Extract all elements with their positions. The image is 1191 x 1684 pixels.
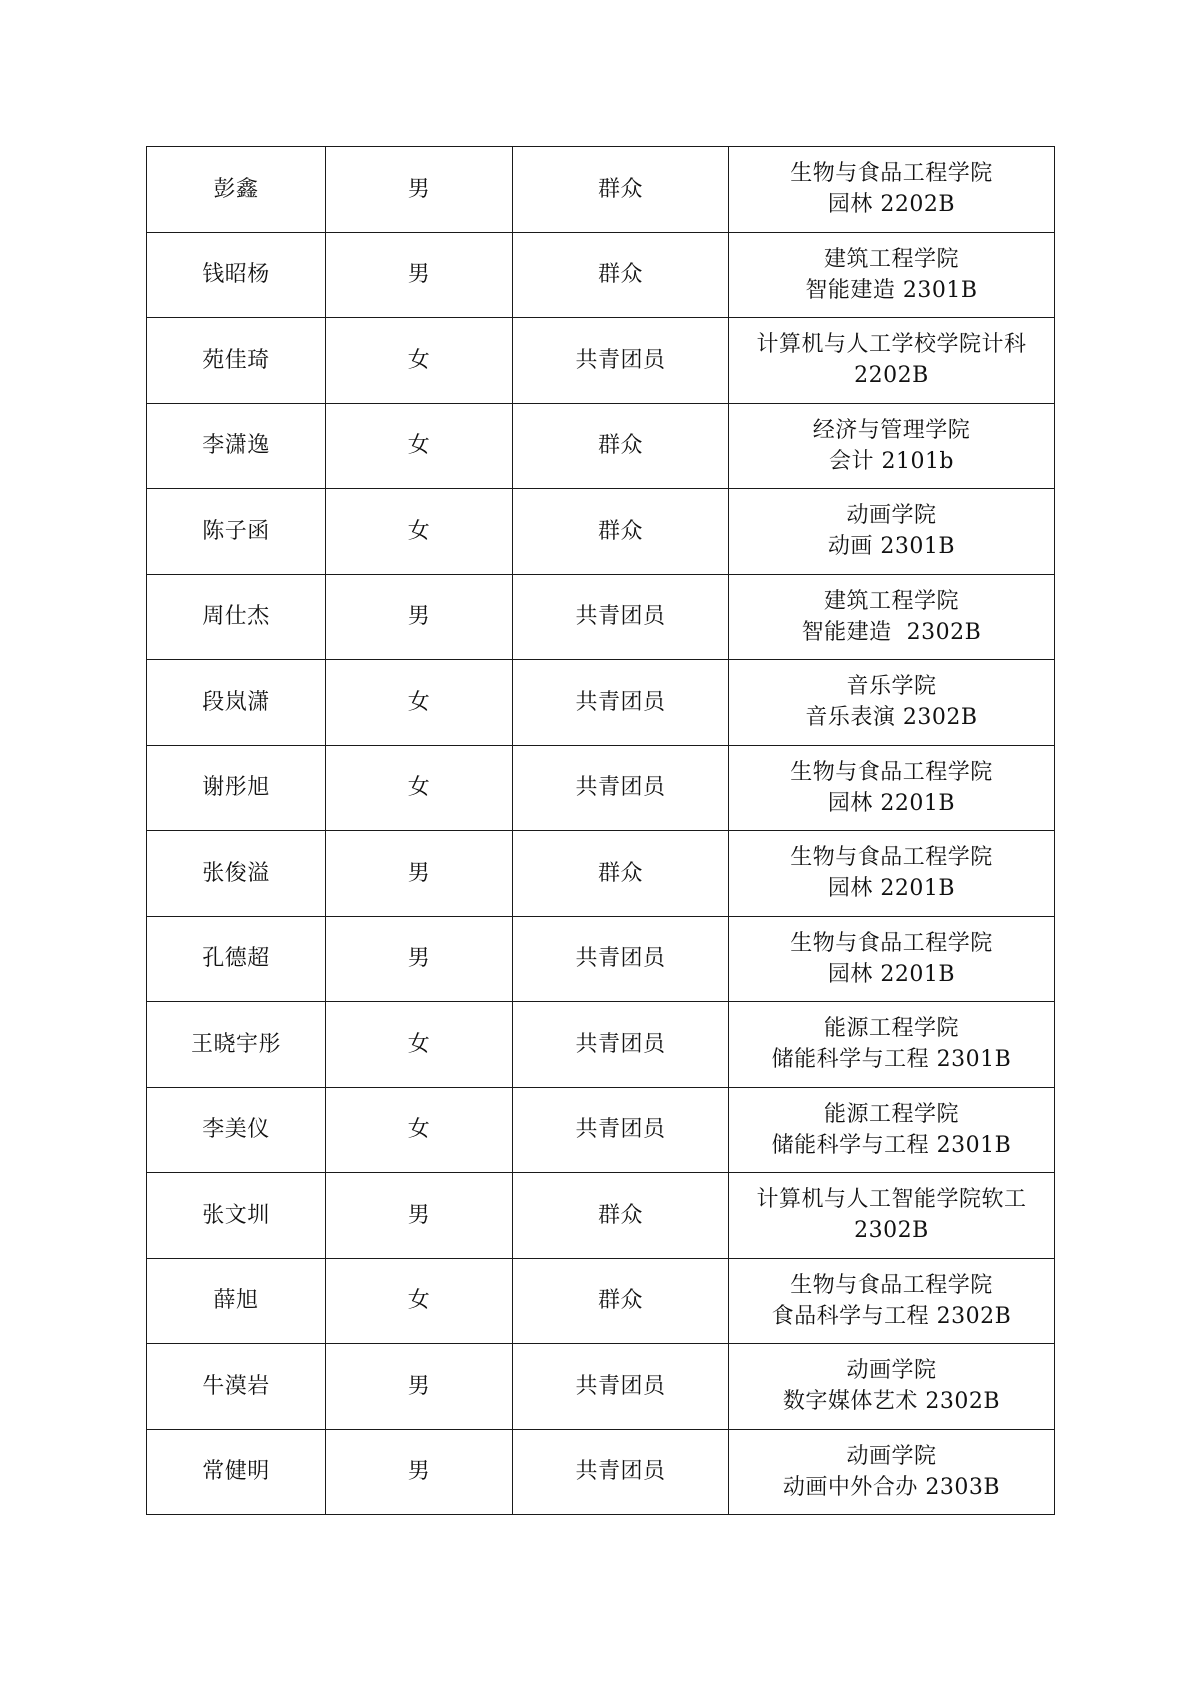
gender-cell: 男 [326, 1344, 513, 1430]
political-status-cell: 共青团员 [513, 660, 729, 746]
student-roster-table [146, 146, 1055, 1515]
table-row [147, 660, 1055, 746]
unit-cell [729, 147, 1055, 233]
name-cell: 张文圳 [147, 1173, 326, 1259]
name-cell: 李美仪 [147, 1087, 326, 1173]
unit-cell [729, 745, 1055, 831]
class-text: 园林 2201B [827, 790, 956, 816]
political-status-cell: 群众 [513, 831, 729, 917]
unit-cell [729, 403, 1055, 489]
gender-cell: 男 [326, 1429, 513, 1515]
class-text: 园林 2201B [827, 961, 956, 987]
political-status-cell: 群众 [513, 1173, 729, 1259]
unit-cell [729, 318, 1055, 404]
political-status-cell: 群众 [513, 1258, 729, 1344]
gender-cell: 女 [326, 489, 513, 575]
table-row [147, 1258, 1055, 1344]
name-cell: 李潇逸 [147, 403, 326, 489]
name-cell: 孔德超 [147, 916, 326, 1002]
table-row [147, 232, 1055, 318]
gender-cell: 男 [326, 916, 513, 1002]
political-status-cell: 共青团员 [513, 1429, 729, 1515]
gender-cell: 男 [326, 574, 513, 660]
political-status-cell: 共青团员 [513, 318, 729, 404]
class-text: 2302B [854, 1218, 929, 1244]
political-status-cell: 共青团员 [513, 1002, 729, 1088]
college-text: 生物与食品工程学院 [790, 759, 993, 785]
political-status-cell: 共青团员 [513, 745, 729, 831]
table-row [147, 1002, 1055, 1088]
name-cell: 彭鑫 [147, 147, 326, 233]
college-text: 能源工程学院 [823, 1101, 959, 1127]
unit-cell [729, 1087, 1055, 1173]
unit-cell [729, 232, 1055, 318]
college-text: 音乐学院 [846, 674, 937, 700]
gender-cell: 男 [326, 1173, 513, 1259]
name-cell: 陈子函 [147, 489, 326, 575]
college-text: 计算机与人工智能学院软工 [756, 1187, 1027, 1213]
unit-cell [729, 831, 1055, 917]
political-status-cell: 共青团员 [513, 916, 729, 1002]
class-text: 动画 2301B [827, 534, 956, 560]
college-text: 能源工程学院 [823, 1016, 959, 1042]
table-row [147, 489, 1055, 575]
political-status-cell: 共青团员 [513, 1087, 729, 1173]
class-text: 2202B [854, 363, 929, 389]
college-text: 生物与食品工程学院 [790, 1272, 993, 1298]
gender-cell: 男 [326, 147, 513, 233]
table-row [147, 1429, 1055, 1515]
name-cell: 谢彤旭 [147, 745, 326, 831]
gender-cell: 女 [326, 318, 513, 404]
gender-cell: 女 [326, 1002, 513, 1088]
table-row [147, 318, 1055, 404]
political-status-cell: 共青团员 [513, 574, 729, 660]
unit-cell [729, 1258, 1055, 1344]
unit-cell [729, 574, 1055, 660]
class-text: 数字媒体艺术 2302B [782, 1389, 1001, 1415]
name-cell: 周仕杰 [147, 574, 326, 660]
table-row [147, 574, 1055, 660]
table-row [147, 1087, 1055, 1173]
college-text: 生物与食品工程学院 [790, 845, 993, 871]
class-text: 园林 2201B [827, 876, 956, 902]
gender-cell: 女 [326, 1087, 513, 1173]
table-row [147, 1344, 1055, 1430]
roster-body [147, 147, 1055, 1515]
political-status-cell: 共青团员 [513, 1344, 729, 1430]
unit-cell [729, 916, 1055, 1002]
class-text: 园林 2202B [827, 192, 956, 218]
table-row [147, 147, 1055, 233]
college-text: 建筑工程学院 [823, 246, 959, 272]
class-text: 食品科学与工程 2302B [771, 1303, 1012, 1329]
unit-cell [729, 1429, 1055, 1515]
unit-cell [729, 489, 1055, 575]
table-row [147, 1173, 1055, 1259]
name-cell: 苑佳琦 [147, 318, 326, 404]
table-row [147, 916, 1055, 1002]
class-text: 动画中外合办 2303B [782, 1474, 1001, 1500]
class-text: 音乐表演 2302B [805, 705, 978, 731]
class-text: 储能科学与工程 2301B [771, 1047, 1012, 1073]
unit-cell [729, 1002, 1055, 1088]
gender-cell: 男 [326, 831, 513, 917]
college-text: 动画学院 [846, 1443, 937, 1469]
name-cell: 常健明 [147, 1429, 326, 1515]
political-status-cell: 群众 [513, 403, 729, 489]
political-status-cell: 群众 [513, 232, 729, 318]
table-row [147, 745, 1055, 831]
gender-cell: 女 [326, 1258, 513, 1344]
gender-cell: 女 [326, 745, 513, 831]
college-text: 生物与食品工程学院 [790, 930, 993, 956]
class-text: 会计 2101b [828, 448, 955, 474]
name-cell: 王晓宇彤 [147, 1002, 326, 1088]
table-row [147, 831, 1055, 917]
name-cell: 张俊溢 [147, 831, 326, 917]
college-text: 计算机与人工学校学院计科 [756, 332, 1027, 358]
college-text: 建筑工程学院 [823, 588, 959, 614]
political-status-cell: 群众 [513, 147, 729, 233]
gender-cell: 男 [326, 232, 513, 318]
table-row [147, 403, 1055, 489]
college-text: 动画学院 [846, 503, 937, 529]
class-text: 智能建造 2302B [801, 619, 982, 645]
class-text: 智能建造 2301B [805, 277, 978, 303]
gender-cell: 女 [326, 403, 513, 489]
unit-cell [729, 1173, 1055, 1259]
unit-cell [729, 660, 1055, 746]
class-text: 储能科学与工程 2301B [771, 1132, 1012, 1158]
unit-cell [729, 1344, 1055, 1430]
name-cell: 薛旭 [147, 1258, 326, 1344]
college-text: 动画学院 [846, 1358, 937, 1384]
name-cell: 牛漠岩 [147, 1344, 326, 1430]
gender-cell: 女 [326, 660, 513, 746]
political-status-cell: 群众 [513, 489, 729, 575]
name-cell: 钱昭杨 [147, 232, 326, 318]
college-text: 经济与管理学院 [812, 417, 971, 443]
name-cell: 段岚潇 [147, 660, 326, 746]
college-text: 生物与食品工程学院 [790, 161, 993, 187]
